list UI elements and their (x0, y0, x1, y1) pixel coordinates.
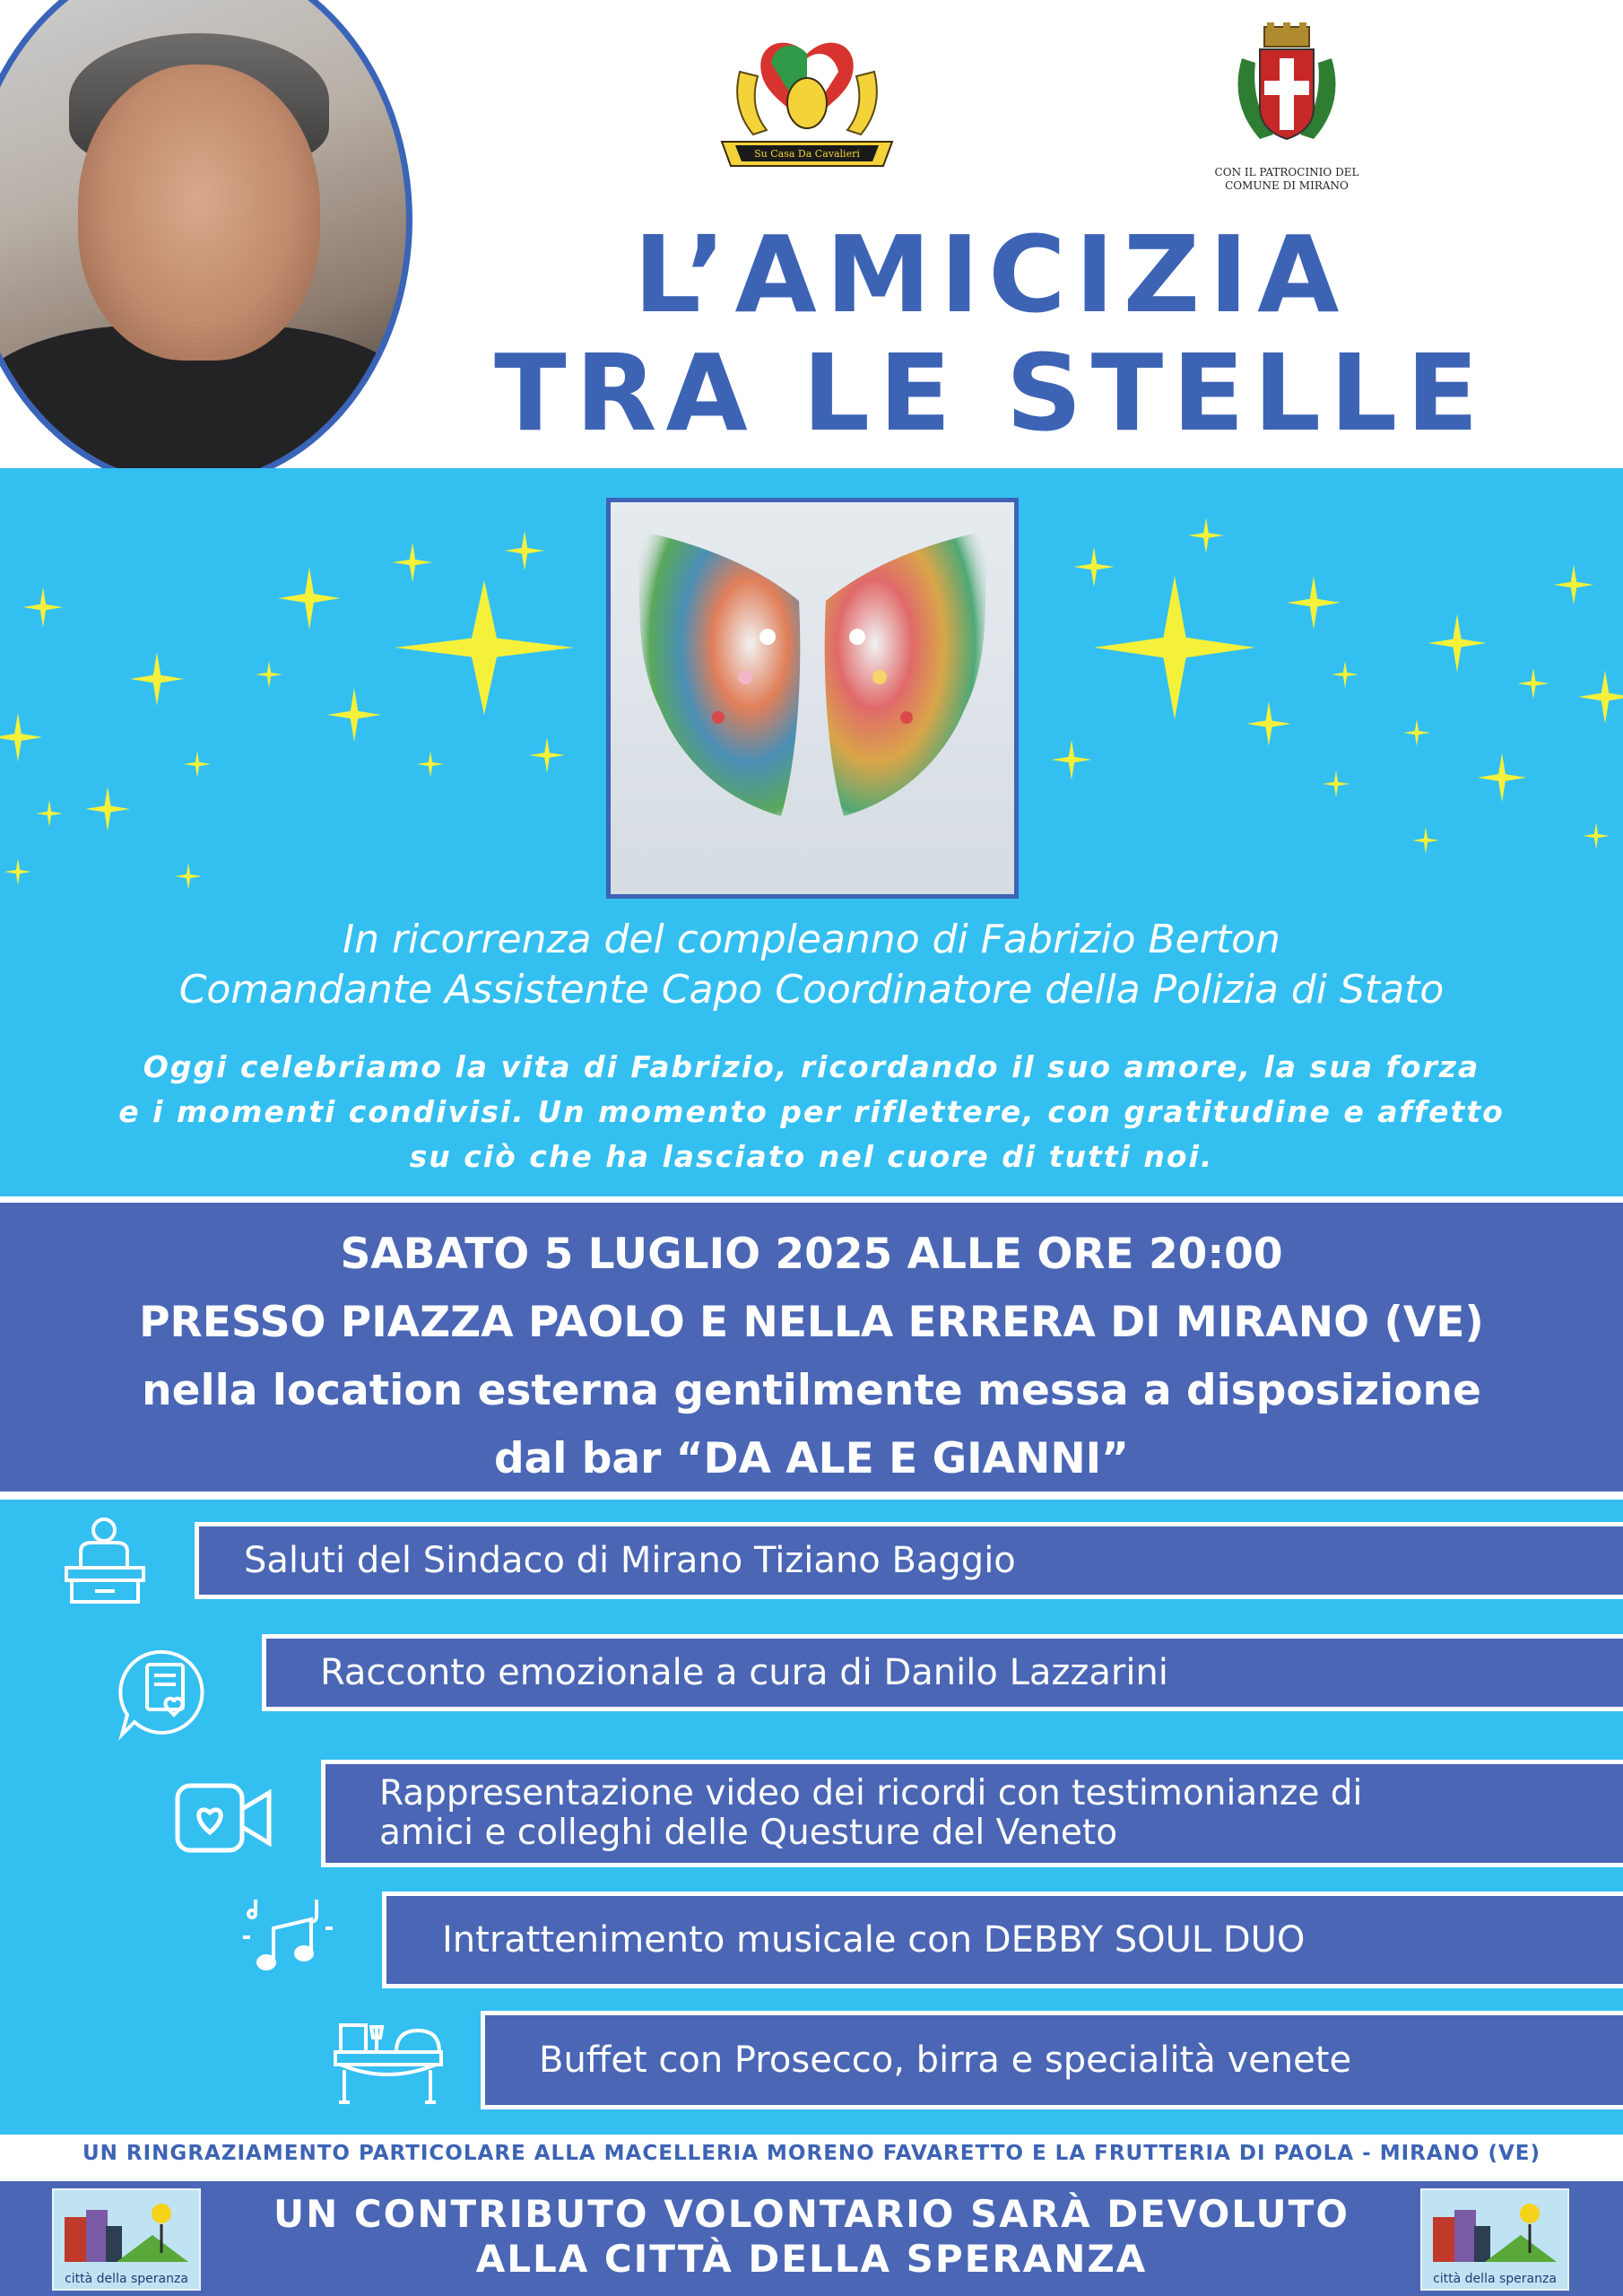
footer-band (0, 2181, 1623, 2296)
message-line-1: Oggi celebriamo la vita di Fabrizio, ricordando il suo amore, la sua forza (143, 1049, 1480, 1084)
comune-mirano-coat-of-arms (1202, 22, 1372, 202)
program-item-5-text: Buffet con Prosecco, birra e specialità venete (539, 2039, 1352, 2081)
logo-label-left: città della speranza (65, 2272, 188, 2286)
event-location-note: nella location esterna gentilmente messa a disposizione (142, 1366, 1481, 1415)
program-item-3-text-line-1: Rappresentazione video dei ricordi con testimonianze di (379, 1773, 1363, 1813)
dedication-line-1: In ricorrenza del compleanno di Fabrizio Berton (343, 917, 1280, 962)
program-item-2 (262, 1634, 1623, 1711)
program-item-5 (481, 2011, 1623, 2109)
event-date: SABATO 5 LUGLIO 2025 ALLE ORE 20:00 (340, 1230, 1283, 1279)
event-title (404, 213, 1578, 455)
program-item-3 (321, 1760, 1623, 1867)
dedication-line-2: Comandante Assistente Capo Coordinatore della Polizia di Stato (178, 967, 1445, 1013)
patronage-line-2: COMUNE DI MIRANO (1225, 179, 1349, 192)
event-bar: dal bar “DA ALE E GIANNI” (493, 1434, 1130, 1483)
program-item-1-text: Saluti del Sindaco di Mirano Tiziano Baggio (244, 1540, 1016, 1581)
crest-ribbon-text: Su Casa Da Cavalieri (754, 148, 860, 160)
story-chat-icon (115, 1645, 213, 1744)
program-item-3-text-line-2: amici e colleghi delle Questure del Veneto (379, 1813, 1118, 1853)
program-item-4 (382, 1892, 1623, 1988)
music-notes-icon (238, 1892, 336, 1982)
message-line-3: su ciò che ha lasciato nel cuore di tutti noi. (409, 1139, 1214, 1174)
patronage-line-1: CON IL PATROCINIO DEL (1214, 166, 1359, 178)
citta-della-speranza-logo-right (1420, 2188, 1569, 2291)
speaker-podium-icon (61, 1516, 151, 1605)
program-item-1 (195, 1522, 1623, 1599)
dedication-subtitle (0, 915, 1623, 1015)
program-section (0, 1500, 1623, 2135)
contribution-line-1: UN CONTRIBUTO VOLONTARIO SARÀ DEVOLUTO (273, 2192, 1350, 2236)
special-thanks: UN RINGRAZIAMENTO PARTICOLARE ALLA MACELLERIA MORENO FAVARETTO E LA FRUTTERIA DI PAOLA - MIRANO (VE) (82, 2142, 1541, 2165)
portrait-photo (0, 0, 412, 489)
floral-angel-wings-image (606, 498, 1019, 899)
logo-label-right: città della speranza (1433, 2272, 1557, 2286)
buffet-table-icon (332, 2018, 444, 2108)
dedication-message (54, 1045, 1569, 1179)
video-heart-icon (172, 1773, 275, 1863)
message-line-2: e i momenti condivisi. Un momento per riflettere, con gratitudine e affetto (118, 1094, 1505, 1129)
title-line-1: L’AMICIZIA (633, 213, 1349, 336)
event-details (0, 1199, 1623, 1495)
contribution-line-2: ALLA CITTÀ DELLA SPERANZA (475, 2237, 1148, 2281)
event-place: PRESSO PIAZZA PAOLO E NELLA ERRERA DI MIRANO (VE) (139, 1298, 1484, 1347)
program-item-2-text: Racconto emozionale a cura di Danilo Lazzarini (320, 1652, 1168, 1693)
title-line-2: TRA LE STELLE (494, 331, 1488, 455)
contribution-notice (0, 2192, 1623, 2282)
program-item-4-text: Intrattenimento musicale con DEBBY SOUL DUO (442, 1919, 1306, 1961)
association-crest-logo (713, 36, 901, 179)
